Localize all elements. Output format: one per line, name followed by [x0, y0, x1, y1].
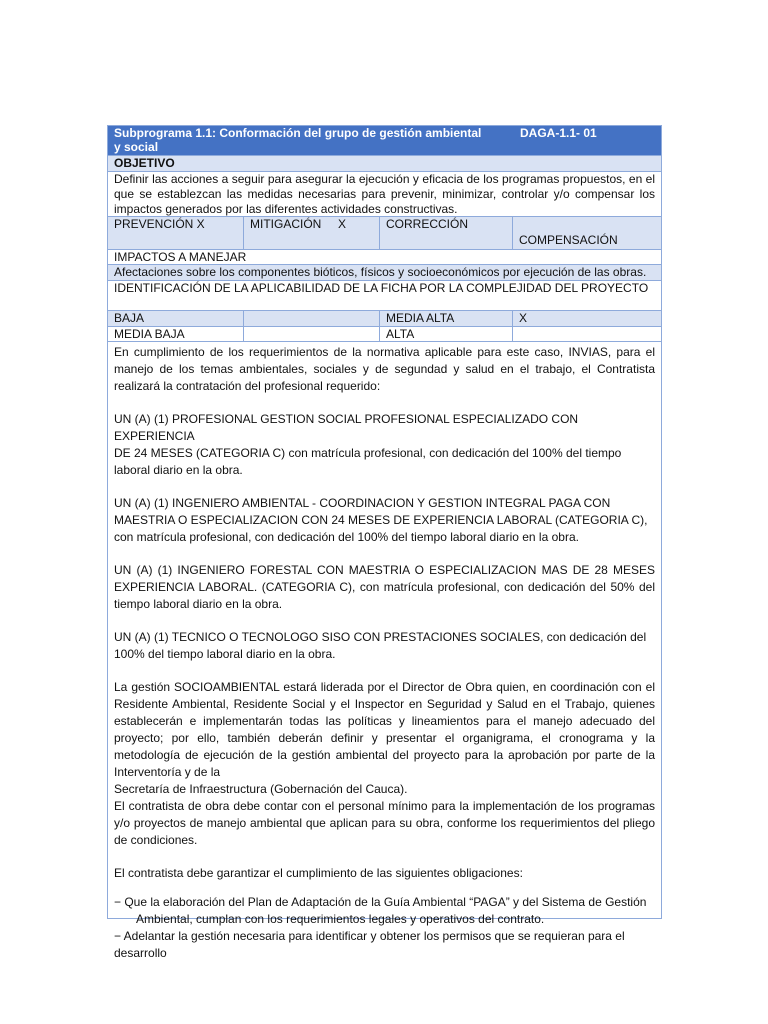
complejidad-row-1: [108, 311, 661, 327]
alta-cell: ALTA: [380, 327, 513, 341]
impactos-text-row: [108, 265, 661, 281]
body-paragraph-2b: DE 24 MESES (CATEGORIA C) con matrícula profesional, con dedicación del 100% del tiempo laboral diario en la obra.: [114, 446, 622, 477]
correccion-cell: CORRECCIÓN: [380, 217, 513, 249]
body-paragraph-3b: con matrícula profesional, con dedicación del 100% del tiempo laboral diario en la obra.: [114, 530, 579, 544]
body-paragraph-6b: Secretaría de Infraestructura (Gobernación del Cauca).: [114, 782, 408, 796]
body-paragraph-6a: La gestión SOCIOAMBIENTAL estará liderada por el Director de Obra quien, en coordinación con el Residente Ambiental, Residente Social y el Inspector en Seguridad y Salud en el Trabajo, quienes establecerán e implementarán todas las políticas y lineamientos para el manejo adecuado del proyecto; por ello, también deberán definir y presentar el organigrama, el cronograma y la metodología de ejecución de la gestión ambiental del proyecto para la aprobación por parte de la Interventoría y de la: [114, 680, 655, 779]
media-baja-cell: MEDIA BAJA: [108, 327, 244, 341]
alta-value-cell: [513, 327, 661, 341]
table-header: [108, 126, 661, 156]
subprogram-title: Subprograma 1.1: Conformación del grupo de gestión ambiental y social: [114, 126, 482, 154]
media-alta-cell: MEDIA ALTA: [380, 311, 513, 326]
medidas-row: [108, 217, 661, 250]
bullet-1a: − Que la elaboración del Plan de Adaptación de la Guía Ambiental “PAGA” y del Sistema de Gestión: [114, 895, 647, 909]
bullet-2: − Adelantar la gestión necesaria para identificar y obtener los permisos que se requieran para el desarrollo: [114, 929, 625, 960]
subprogram-code: DAGA-1.1- 01: [520, 126, 597, 140]
body-paragraph-7: El contratista de obra debe contar con el personal mínimo para la implementación de los programas y/o proyectos de manejo ambiental que aplican para su obra, conforme los requerimientos del pliego de condiciones.: [114, 799, 655, 847]
body-paragraph-2a: UN (A) (1) PROFESIONAL GESTION SOCIAL PROFESIONAL ESPECIALIZADO CON EXPERIENCIA: [114, 412, 579, 443]
body-paragraph-4: UN (A) (1) INGENIERO FORESTAL CON MAESTRIA O ESPECIALIZACION MAS DE 28 MESES EXPERIENCIA LABORAL. (CATEGORIA C), con matrícula profesional, con dedicación del 50% del tiempo laboral diario en la obra.: [114, 563, 655, 611]
objetivo-label: OBJETIVO: [114, 156, 175, 170]
body-paragraph-1: En cumplimiento de los requerimientos de la normativa aplicable para este caso, INVIAS, para el manejo de los temas ambientales, sociales y de segundad y salud en el trabajo, el Contratista realizará la contratación del profesional requerido:: [114, 345, 655, 393]
complejidad-label-row: [108, 281, 661, 311]
complejidad-label: IDENTIFICACIÓN DE LA APLICABILIDAD DE LA FICHA POR LA COMPLEJIDAD DEL PROYECTO: [114, 281, 649, 295]
mitigacion-cell: MITIGACIÓN X: [244, 217, 380, 249]
baja-value-cell: [244, 311, 380, 326]
objetivo-label-row: [108, 156, 661, 172]
body-paragraph-5: UN (A) (1) TECNICO O TECNOLOGO SISO CON PRESTACIONES SOCIALES, con dedicación del 100% del tiempo laboral diario en la obra.: [114, 630, 647, 661]
media-alta-mark: X: [519, 311, 528, 325]
bullet-1b: Ambiental, cumplan con los requerimientos legales y operativos del contrato.: [136, 912, 545, 926]
objetivo-text-row: [108, 172, 661, 217]
compensacion-cell: COMPENSACIÓN: [519, 233, 618, 247]
ficha-table: [107, 125, 662, 960]
body-paragraph-8: El contratista debe garantizar el cumplimiento de las siguientes obligaciones:: [114, 866, 523, 880]
objetivo-text: Definir las acciones a seguir para asegurar la ejecución y eficacia de los programas propuestos, en el que se establezcan las medidas necesarias para prevenir, minimizar, controlar y/o compensar los impactos generados por las diferentes actividades constructivas.: [114, 172, 655, 216]
baja-cell: BAJA: [108, 311, 244, 326]
complejidad-row-2: [108, 327, 661, 342]
prevencion-cell: PREVENCIÓN X: [108, 217, 244, 249]
impactos-label: IMPACTOS A MANEJAR: [114, 250, 247, 264]
media-baja-value-cell: [244, 327, 380, 341]
impactos-text: Afectaciones sobre los componentes bióticos, físicos y socioeconómicos por ejecución de las obras.: [114, 265, 647, 279]
ficha-body: [108, 342, 661, 962]
body-paragraph-3a: UN (A) (1) INGENIERO AMBIENTAL - COORDINACION Y GESTION INTEGRAL PAGA CON MAESTRIA O ESPECIALIZACION CON 24 MESES DE EXPERIENCIA LABORAL (CATEGORIA C),: [114, 496, 648, 527]
impactos-label-row: [108, 250, 661, 265]
